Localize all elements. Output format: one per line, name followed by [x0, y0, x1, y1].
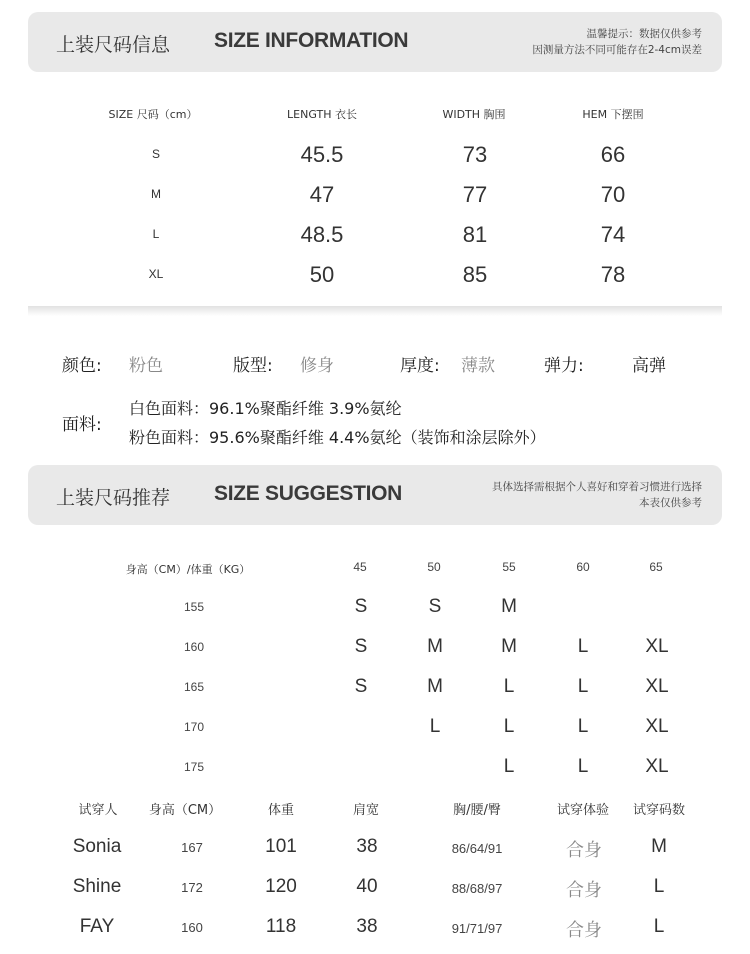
suggested-size: S [354, 636, 368, 657]
fabric-line-pink: 粉色面料：95.6%聚酯纤维 4.4%氨纶（装饰和涂层除外） [129, 428, 546, 447]
size-suggestion-title-cn: 上装尺码推荐 [56, 487, 171, 509]
suggested-size: M [427, 676, 443, 697]
thickness-value: 薄款 [461, 356, 495, 376]
suggested-size: S [354, 676, 368, 697]
model-fit: 合身 [566, 840, 602, 861]
suggested-size: XL [645, 716, 669, 737]
stretch-label: 弹力: [544, 356, 584, 376]
color-value: 粉色 [129, 356, 163, 376]
size-suggestion-banner [28, 465, 722, 525]
row-size: M [151, 187, 161, 201]
model-bwh: 86/64/91 [451, 841, 503, 856]
size-info-note-line1: 温馨提示：数据仅供参考 [586, 28, 702, 40]
weight-header: 60 [576, 560, 590, 574]
suggested-size: M [501, 636, 517, 657]
model-weight: 120 [265, 876, 297, 897]
model-header-height: 身高（CM） [148, 803, 222, 818]
suggested-size: L [577, 676, 589, 697]
size-suggestion-note-line1: 具体选择需根据个人喜好和穿着习惯进行选择 [492, 481, 702, 493]
suggested-size: L [577, 756, 589, 777]
model-header-name: 试穿人 [78, 803, 118, 818]
row-length: 47 [309, 182, 335, 207]
row-size: L [152, 227, 160, 241]
suggested-size: M [427, 636, 443, 657]
suggested-size: L [577, 636, 589, 657]
size-info-banner [28, 12, 722, 72]
model-weight: 101 [265, 836, 297, 857]
model-fit: 合身 [566, 880, 602, 901]
suggested-size: M [501, 596, 517, 617]
suggested-size: S [428, 596, 442, 617]
model-size: L [653, 916, 665, 937]
row-hem: 66 [600, 142, 626, 167]
row-size: XL [148, 267, 164, 281]
suggested-size: L [503, 716, 515, 737]
model-bwh: 88/68/97 [451, 881, 503, 896]
col-header-length: LENGTH 衣长 [287, 108, 357, 121]
thickness-label: 厚度: [400, 356, 440, 376]
model-shoulder: 38 [356, 916, 378, 937]
model-name: FAY [79, 916, 115, 937]
section-divider-shadow [28, 306, 722, 316]
col-header-width: WIDTH 胸围 [442, 108, 506, 121]
stretch-value: 高弹 [632, 356, 666, 376]
size-suggestion-note-line2: 本表仅供参考 [639, 497, 702, 509]
fit-label: 版型: [233, 356, 273, 376]
col-header-size: SIZE 尺码（cm） [108, 108, 198, 121]
model-height: 160 [181, 920, 203, 935]
size-info-title-en: SIZE INFORMATION [214, 29, 409, 52]
suggested-size: XL [645, 756, 669, 777]
fabric-line-white: 白色面料：96.1%聚酯纤维 3.9%氨纶 [129, 399, 402, 418]
model-bwh: 91/71/97 [451, 921, 503, 936]
model-name: Sonia [72, 836, 122, 857]
model-height: 172 [181, 880, 203, 895]
size-suggestion-title-en: SIZE SUGGESTION [214, 482, 403, 505]
model-header-size: 试穿码数 [632, 803, 686, 818]
size-info-title-cn: 上装尺码信息 [56, 34, 171, 56]
row-length: 48.5 [300, 222, 344, 247]
weight-header: 55 [502, 560, 516, 574]
model-height: 167 [181, 840, 203, 855]
size-suggestion-note [492, 479, 702, 511]
fabric-label: 面料: [62, 415, 102, 435]
weight-header: 50 [427, 560, 441, 574]
row-width: 81 [462, 222, 488, 247]
model-name: Shine [72, 876, 122, 897]
model-weight: 118 [265, 916, 297, 937]
row-hem: 70 [600, 182, 626, 207]
height-label: 155 [183, 600, 205, 614]
model-header-fit: 试穿体验 [556, 803, 610, 818]
weight-header: 45 [353, 560, 367, 574]
height-label: 160 [183, 640, 205, 654]
size-info-note [532, 26, 702, 58]
col-header-hem: HEM 下摆围 [582, 108, 644, 121]
size-info-note-line2: 因测量方法不同可能存在2-4cm误差 [532, 44, 702, 56]
suggested-size: S [354, 596, 368, 617]
suggested-size: L [429, 716, 441, 737]
model-size: L [653, 876, 665, 897]
suggested-size: XL [645, 636, 669, 657]
model-header-shoulder: 肩宽 [352, 803, 380, 818]
model-header-bwh: 胸/腰/臀 [453, 803, 501, 818]
model-size: M [651, 836, 667, 857]
row-width: 77 [462, 182, 488, 207]
height-label: 165 [183, 680, 205, 694]
row-hem: 78 [600, 262, 626, 287]
suggested-size: XL [645, 676, 669, 697]
suggested-size: L [503, 676, 515, 697]
height-label: 175 [183, 760, 205, 774]
height-weight-corner-label: 身高（CM）/体重（KG） [125, 563, 251, 576]
model-shoulder: 40 [356, 876, 378, 897]
row-width: 85 [462, 262, 488, 287]
model-header-weight: 体重 [267, 803, 295, 818]
model-fit: 合身 [566, 920, 602, 941]
row-length: 50 [309, 262, 335, 287]
height-label: 170 [183, 720, 205, 734]
color-label: 颜色: [62, 356, 102, 376]
suggested-size: L [577, 716, 589, 737]
fit-value: 修身 [300, 356, 334, 376]
model-shoulder: 38 [356, 836, 378, 857]
row-width: 73 [462, 142, 488, 167]
row-size: S [151, 147, 161, 161]
weight-header: 65 [649, 560, 663, 574]
suggested-size: L [503, 756, 515, 777]
row-length: 45.5 [300, 142, 344, 167]
row-hem: 74 [600, 222, 626, 247]
